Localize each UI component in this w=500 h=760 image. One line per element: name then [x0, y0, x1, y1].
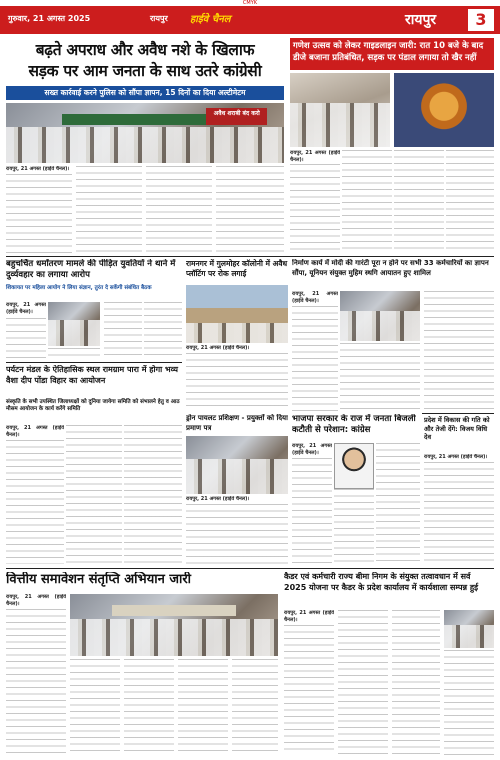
lead-body-col2	[76, 166, 142, 254]
ganesh-dateline: रायपुर, 21 अगस्त (हाईवे चैनल)।	[290, 150, 340, 163]
development-dateline: रायपुर, 21 अगस्त (हाईवे चैनल)।	[424, 454, 488, 460]
finance-body-col1	[6, 609, 66, 755]
ganesh-body-col4	[446, 150, 494, 252]
electricity-body-col1	[292, 458, 332, 564]
cadre-dateline: रायपुर, 21 अगस्त (हाईवे चैनल)।	[284, 610, 334, 623]
cadre-headline: कैडर एवं कर्मचारी राज्य बीमा निगम के संयुक्त तत्वावधान में सर्व 2025 योजना पर कैडर के प्रदेश कार्यालय में कार्यशाला सम्पन्न हुई	[284, 572, 479, 592]
ganesh-headline: गणेश उत्सव को लेकर गाइडलाइन जारी: रात 10 बजे के बाद डीजे बजाना प्रतिबंधित, सड़क पर पंडाल लगाया तो खैर नहीं	[290, 38, 494, 70]
finance-headline: वित्तीय समावेशन संतृप्ति अभियान जारी	[6, 572, 192, 587]
conversion-body-col4	[144, 302, 182, 358]
ganesh-photo-2	[394, 73, 494, 147]
issue-date: गुरुवार, 21 अगस्त 2025	[8, 14, 91, 23]
gulmohar-headline: रामनगर में गुलमोहर कॉलोनी में अवैध प्लॉटिंग पर रोक लगाई	[186, 259, 288, 278]
lead-photo	[6, 103, 284, 163]
conversion-body-col1	[6, 318, 46, 358]
ganesh-photo-1-crowd	[290, 103, 390, 147]
section-title: रायपुर	[405, 12, 437, 28]
lead-photo-banner: अवैध शराबी बंद करो	[206, 108, 267, 126]
divider-3	[422, 413, 494, 414]
conversion-dateline: रायपुर, 21 अगस्त (हाईवे चैनल)।	[6, 302, 46, 315]
drone-dateline: रायपुर, 21 अगस्त (हाईवे चैनल)।	[186, 496, 250, 502]
development-body	[424, 462, 494, 564]
drone-headline: ड्रोन पायलट प्रशिक्षण - प्रयुक्तों को दिया प्रमाण पत्र	[186, 414, 288, 432]
gulmohar-dateline: रायपुर, 21 अगस्त (हाईवे चैनल)।	[186, 345, 250, 351]
ganesh-body-col3	[394, 150, 444, 252]
conversion-photo-people	[48, 320, 100, 346]
conversion-headline: बहुचर्चित धर्मांतरण मामले की पीड़ित युवतियों ने थाने में दुर्व्यवहार का लगाया आरोप	[6, 259, 176, 280]
electricity-headline: भाजपा सरकार के राज में जनता बिजली कटौती से परेशान: कांग्रेस	[292, 414, 416, 435]
finance-body-col2	[70, 659, 120, 755]
lead-body-col4	[216, 166, 284, 254]
heritage-dateline: रायपुर, 21 अगस्त (हाईवे चैनल)।	[6, 425, 64, 438]
ganesh-photo-1	[290, 73, 390, 147]
heritage-subhead: संस्कृति के सभी उपस्थित जिलाध्यक्षों को दुनिया जायेगा समिति को संभालने हेतु व आठ मौसम आयोजन के कार्य करेंगे समिति	[6, 399, 180, 412]
drone-body	[186, 504, 288, 564]
lead-headline-line2: सड़क पर आम जनता के साथ उतरे कांग्रेसी	[28, 62, 262, 80]
finance-body-col4	[178, 659, 228, 755]
cadre-body-col4	[444, 650, 494, 755]
lead-body-col1	[6, 174, 72, 254]
edition-city: रायपुर	[150, 14, 168, 23]
gulmohar-photo	[186, 285, 288, 343]
finance-dateline: रायपुर, 21 अगस्त (हाईवे चैनल)।	[6, 594, 66, 607]
conversion-subhead: शिकायत पर महिला आयोग ने लिया संज्ञान, तुरंत दे सकेंगी संबंधित बैठक	[6, 285, 152, 291]
lead-dateline: रायपुर, 21 अगस्त (हाईवे चैनल)।	[6, 166, 70, 172]
electricity-dateline: रायपुर, 21 अगस्त (हाईवे चैनल)।	[292, 443, 332, 456]
modi-guarantee-photo-people	[340, 311, 420, 341]
conversion-photo	[48, 302, 100, 346]
cadre-body-col3	[392, 610, 440, 755]
divider-2	[6, 362, 182, 363]
finance-body-col5	[232, 659, 278, 755]
electricity-body-col2	[334, 489, 374, 564]
heritage-body-col3	[124, 425, 182, 564]
gulmohar-photo-field	[186, 323, 288, 343]
heritage-body-col1	[6, 440, 64, 564]
cadre-photo-people	[444, 625, 494, 648]
drone-photo	[186, 436, 288, 494]
modi-body-col1	[292, 306, 338, 412]
ganesh-body-col1	[290, 164, 340, 252]
lead-body-col3	[146, 166, 212, 254]
divider-4	[6, 568, 494, 569]
heritage-headline: पर्यटन मंडल के ऐतिहासिक स्थल रामग्राम पारा में होगा भव्य वैशा दीप पोंडा विहार का आयोजन	[6, 365, 178, 385]
newspaper-brand: हाईवे चैनल	[190, 14, 231, 25]
lead-photo-banner-shape	[62, 114, 229, 125]
cadre-photo	[444, 610, 494, 648]
electricity-body-col3	[376, 443, 420, 564]
conversion-body-col2	[48, 348, 100, 358]
gulmohar-body	[186, 353, 288, 411]
conversion-body-col3	[104, 302, 142, 358]
modi-guarantee-dateline: रायपुर, 21 अगस्त (हाईवे चैनल)।	[292, 291, 338, 304]
finance-photo	[70, 594, 278, 656]
modi-body-col3	[424, 291, 494, 412]
divider-1	[6, 256, 494, 257]
finance-body-col3	[124, 659, 174, 755]
development-headline: प्रदेश में विकास की गति को और तेजी देंगे: विजय विधि देव	[424, 416, 490, 441]
ganesh-body-col2	[342, 150, 392, 252]
lead-subhead: सख्त कार्रवाई करने पुलिस को सौंपा ज्ञापन, 15 दिनों का दिया अल्टीमेटम	[6, 86, 284, 100]
heritage-body-col2	[66, 425, 122, 564]
lead-headline	[6, 40, 284, 82]
masthead-bar	[0, 6, 500, 34]
cadre-body-col2	[338, 610, 388, 755]
finance-photo-people	[70, 619, 278, 656]
electricity-portrait	[334, 443, 374, 489]
finance-photo-stage	[112, 605, 237, 616]
page-number: 3	[468, 9, 494, 31]
modi-body-col2	[340, 343, 420, 412]
modi-guarantee-photo	[340, 291, 420, 341]
modi-guarantee-headline: निर्माण कार्य में मोदी की गारंटी पूरा न होने पर सभी 33 कर्मचारियों का ज्ञापन सौंपा, यूनियन संयुक्त मुहिम स्थगि आयातन हुए शामिल	[292, 259, 489, 277]
cadre-body-col1	[284, 625, 334, 755]
lead-headline-line1: बढ़ते अपराध और अवैध नशे के खिलाफ	[35, 41, 255, 59]
cmyk-mark: CMYK	[242, 0, 258, 6]
lead-photo-crowd	[6, 127, 284, 163]
drone-photo-people	[186, 459, 288, 494]
